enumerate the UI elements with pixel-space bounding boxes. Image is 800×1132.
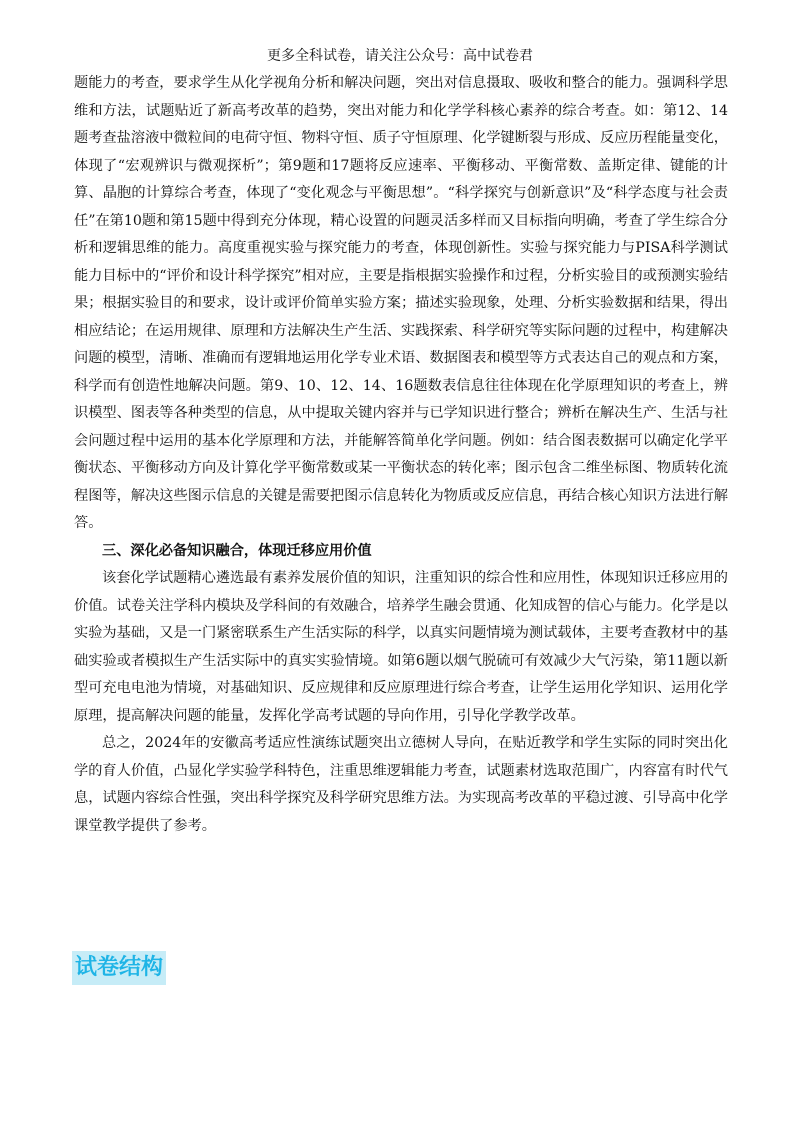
- document-body: [74, 70, 728, 840]
- paragraph-ability-assessment: 题能力的考查，要求学生从化学视角分析和解决问题，突出对信息摄取、吸收和整合的能力。强调科学思维和方法，试题贴近了新高考改革的趋势，突出对能力和化学学科核心素养的综合考查。如：第12、14题考查盐溶液中微粒间的电荷守恒、物料守恒、质子守恒原理、化学键断裂与形成、反应历程能量变化，体现了“宏观辨识与微观探析”；第9题和17题将反应速率、平衡移动、平衡常数、盖斯定律、键能的计算、晶胞的计算综合考查，体现了“变化观念与平衡思想”。“科学探究与创新意识”及“科学态度与社会责任”在第10题和第15题中得到充分体现，精心设置的问题灵活多样而又目标指向明确，考查了学生综合分析和逻辑思维的能力。高度重视实验与探究能力的考查，体现创新性。实验与探究能力与PISA科学测试能力目标中的“评价和设计科学探究”相对应，主要是指根据实验操作和过程，分析实验目的或预测实验结果；根据实验目的和要求，设计或评价简单实验方案；描述实验现象，处理、分析实验数据和结果，得出相应结论；在运用规律、原理和方法解决生产生活、实践探索、科学研究等实际问题的过程中，构建解决问题的模型，清晰、准确而有逻辑地运用化学专业术语、数据图表和模型等方式表达自己的观点和方案，科学而有创造性地解决问题。第9、10、12、14、16题数表信息往往体现在化学原理知识的考查上，辨识模型、图表等各种类型的信息，从中提取关键内容并与已学知识进行整合；辨析在解决生产、生活与社会问题过程中运用的基本化学原理和方法，并能解答简单化学问题。例如：结合图表数据可以确定化学平衡状态、平衡移动方向及计算化学平衡常数或某一平衡状态的转化率；图示包含二维坐标图、物质转化流程图等，解决这些图示信息的关键是需要把图示信息转化为物质或反应信息，再结合核心知识方法进行解答。: [74, 75, 728, 531]
- section-title-exam-structure: 试卷结构: [72, 951, 166, 985]
- paragraph-conclusion: 总之，2024年的安徽高考适应性演练试题突出立德树人导向，在贴近教学和学生实际的同时突出化学的育人价值，凸显化学实验学科特色，注重思维逻辑能力考查，试题素材选取范围广，内容富有时代气息，试题内容综合性强，突出科学探究及科学研究思维方法。为实现高考改革的平稳过渡、引导高中化学课堂教学提供了参考。: [74, 735, 728, 834]
- header-note: 更多全科试卷，请关注公众号：高中试卷君: [267, 48, 533, 64]
- paragraph-knowledge-integration: 该套化学试题精心遴选最有素养发展价值的知识，注重知识的综合性和应用性，体现知识迁移应用的价值。试卷关注学科内模块及学科间的有效融合，培养学生融会贯通、化知成智的信心与能力。化学是以实验为基础，又是一门紧密联系生产生活实际的科学，以真实问题情境为测试载体，主要考查教材中的基础实验或者模拟生产生活实际中的真实实验情境。如第6题以烟气脱硫可有效减少大气污染，第11题以新型可充电电池为情境，对基础知识、反应规律和反应原理进行综合考查，让学生运用化学知识、运用化学原理，提高解决问题的能量，发挥化学高考试题的导向作用，引导化学教学改革。: [74, 570, 728, 724]
- section-heading-three: 三、深化必备知识融合，体现迁移应用价值: [102, 542, 372, 559]
